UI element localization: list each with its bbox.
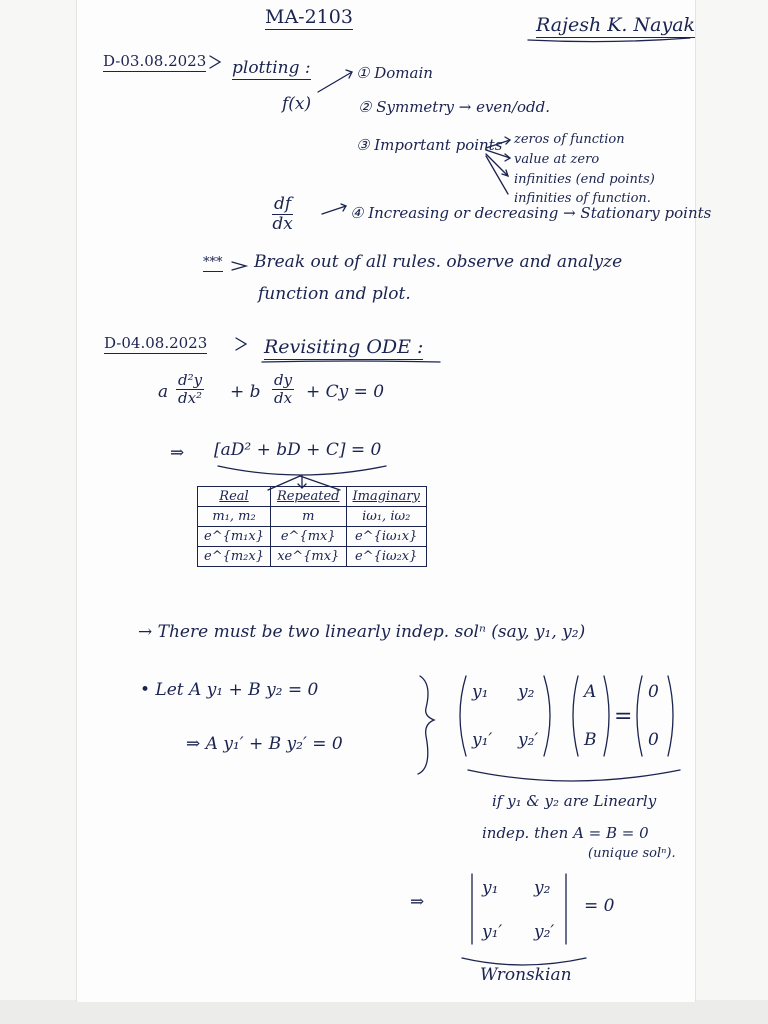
let-line-1: • Let A y₁ + B y₂ = 0 [140, 680, 319, 700]
section1-topic: plotting : [232, 58, 311, 78]
table-cell: xe^{mx} [271, 547, 347, 567]
ode-tail: + Cy = 0 [306, 382, 385, 402]
table-cell: m [271, 507, 347, 527]
section1-date: D-03.08.2023 [103, 52, 207, 70]
ode-t2-den: dx [274, 388, 293, 407]
table-cell: m₁, m₂ [198, 507, 271, 527]
det-d11: y₁ [482, 878, 499, 898]
author-name: Rajesh K. Nayak [536, 14, 696, 36]
derivative-denominator: dx [272, 213, 293, 234]
ode-t2-num: dy [274, 371, 293, 389]
item-symmetry: ② Symmetry → even/odd. [358, 98, 551, 116]
matrix-m11: y₁ [472, 682, 489, 702]
point-infinities-end: infinities (end points) [514, 172, 655, 187]
function-fx: f(x) [282, 94, 312, 114]
course-code: MA-2103 [265, 6, 353, 28]
wronskian-label: Wronskian [480, 965, 572, 985]
det-d21: y₁′ [482, 922, 503, 942]
point-zeros: zeros of function [514, 132, 625, 147]
point-value-at-zero: value at zero [514, 152, 600, 167]
ode-t1-num: d²y [178, 371, 203, 389]
item-increasing: ④ Increasing or decreasing → Stationary points [350, 204, 712, 222]
matrix-m22: y₂′ [518, 730, 539, 750]
vector-r2: 0 [648, 730, 659, 750]
vector-a: A [584, 682, 597, 702]
header-imaginary: Imaginary [346, 487, 426, 507]
condition-line-3: (unique solⁿ). [588, 846, 676, 861]
section2-date: D-04.08.2023 [104, 334, 208, 352]
item-domain: ① Domain [356, 64, 433, 82]
table-cell: e^{m₁x} [198, 527, 271, 547]
ode-plus-b: + b [230, 382, 261, 402]
table-cell: e^{mx} [271, 527, 347, 547]
det-equals-zero: = 0 [584, 896, 615, 916]
item-important-points: ③ Important points [356, 136, 503, 154]
header-real: Real [198, 487, 271, 507]
vector-b: B [584, 730, 597, 750]
table-cell: e^{iω₂x} [346, 547, 426, 567]
matrix-equals: = [614, 704, 633, 729]
operator-equation: [aD² + bD + C] = 0 [214, 440, 382, 460]
table-cell: iω₁, iω₂ [346, 507, 426, 527]
det-implies: ⇒ [410, 892, 425, 912]
ode-a: a [158, 382, 169, 402]
condition-line-2: indep. then A = B = 0 [482, 824, 649, 842]
stars-mark: *** [203, 255, 223, 270]
table-cell: e^{m₂x} [198, 547, 271, 567]
derivative-numerator: df [274, 194, 292, 214]
section2-topic: Revisiting ODE : [264, 336, 424, 358]
vector-r1: 0 [648, 682, 659, 702]
note-line-1: Break out of all rules. observe and analyze [254, 252, 623, 272]
independence-statement: → There must be two linearly indep. solⁿ (say, y₁, y₂) [138, 622, 586, 642]
header-repeated: Repeated [271, 487, 347, 507]
ode-t1-den: dx² [178, 388, 203, 407]
note-line-2: function and plot. [258, 284, 411, 304]
point-infinities-function: infinities of function. [514, 191, 651, 206]
det-d22: y₂′ [534, 922, 555, 942]
implies-arrow: ⇒ [170, 443, 185, 463]
table-cell: e^{iω₁x} [346, 527, 426, 547]
let-line-2: ⇒ A y₁′ + B y₂′ = 0 [186, 734, 343, 754]
matrix-m12: y₂ [518, 682, 535, 702]
condition-line-1: if y₁ & y₂ are Linearly [492, 792, 657, 810]
matrix-m21: y₁′ [472, 730, 493, 750]
det-d12: y₂ [534, 878, 551, 898]
